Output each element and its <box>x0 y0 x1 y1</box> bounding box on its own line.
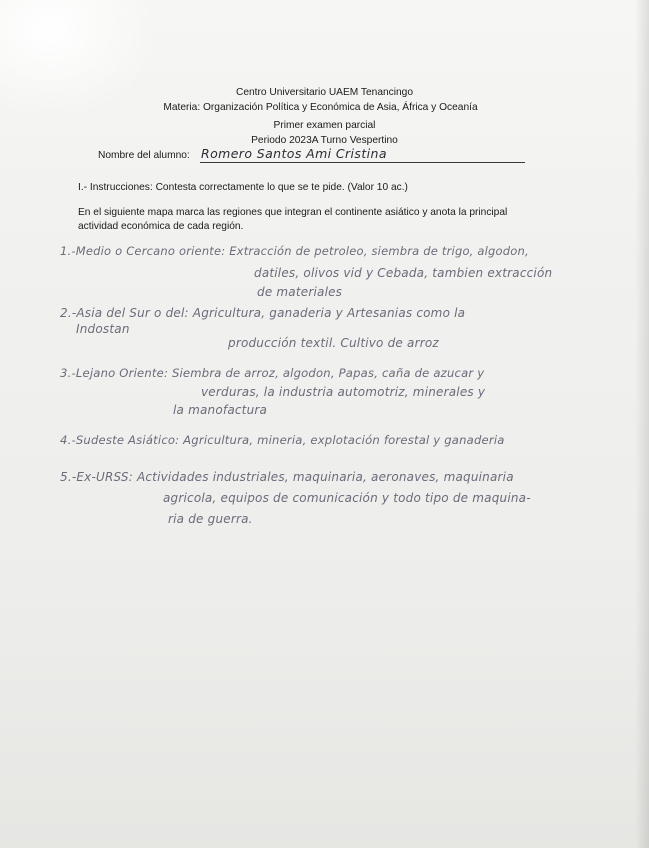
student-name-value: Romero Santos Ami Cristina <box>201 146 387 161</box>
instructions-title: I.- Instrucciones: Contesta correctamente lo que se te pide. (Valor 10 ac.) <box>78 182 408 193</box>
answer-5-line-3: ria de guerra. <box>168 512 253 526</box>
answer-5-line-1: 5.-Ex-URSS: Actividades industriales, maquinaria, aeronaves, maquinaria <box>60 470 514 484</box>
instructions-text-line-1: En el siguiente mapa marca las regiones que integran el continente asiático y anota la principal <box>78 207 508 218</box>
answer-3-line-1: 3.-Lejano Oriente: Siembra de arroz, algodon, Papas, caña de azucar y <box>60 366 485 380</box>
answer-5-line-2: agricola, equipos de comunicación y todo tipo de maquina- <box>163 491 531 505</box>
answer-2-line-2: Indostan <box>76 322 130 336</box>
answer-1-line-1: 1.-Medio o Cercano oriente: Extracción de petroleo, siembra de trigo, algodon, <box>60 244 529 258</box>
period-title: Periodo 2023A Turno Vespertino <box>251 135 398 146</box>
answer-2-line-1: 2.-Asia del Sur o del: Agricultura, ganaderia y Artesanias como la <box>60 306 466 320</box>
student-name-line <box>200 162 525 163</box>
answer-3-line-2: verduras, la industria automotriz, minerales y <box>201 385 486 399</box>
instructions-text-line-2: actividad económica de cada región. <box>78 221 244 232</box>
student-name-label: Nombre del alumno: <box>98 150 190 161</box>
answer-4-line-1: 4.-Sudeste Asiático: Agricultura, mineria, explotación forestal y ganaderia <box>60 433 505 447</box>
answer-1-line-2: datiles, olivos vid y Cebada, tambien extracción <box>254 266 553 280</box>
answer-3-line-3: la manofactura <box>173 403 268 417</box>
exam-title: Primer examen parcial <box>273 120 376 131</box>
answer-1-line-3: de materiales <box>257 285 343 299</box>
institution-title: Centro Universitario UAEM Tenancingo <box>235 87 414 98</box>
subject-title: Materia: Organización Política y Económica de Asia, África y Oceanía <box>163 102 478 113</box>
answer-2-line-3: producción textil. Cultivo de arroz <box>228 336 439 350</box>
